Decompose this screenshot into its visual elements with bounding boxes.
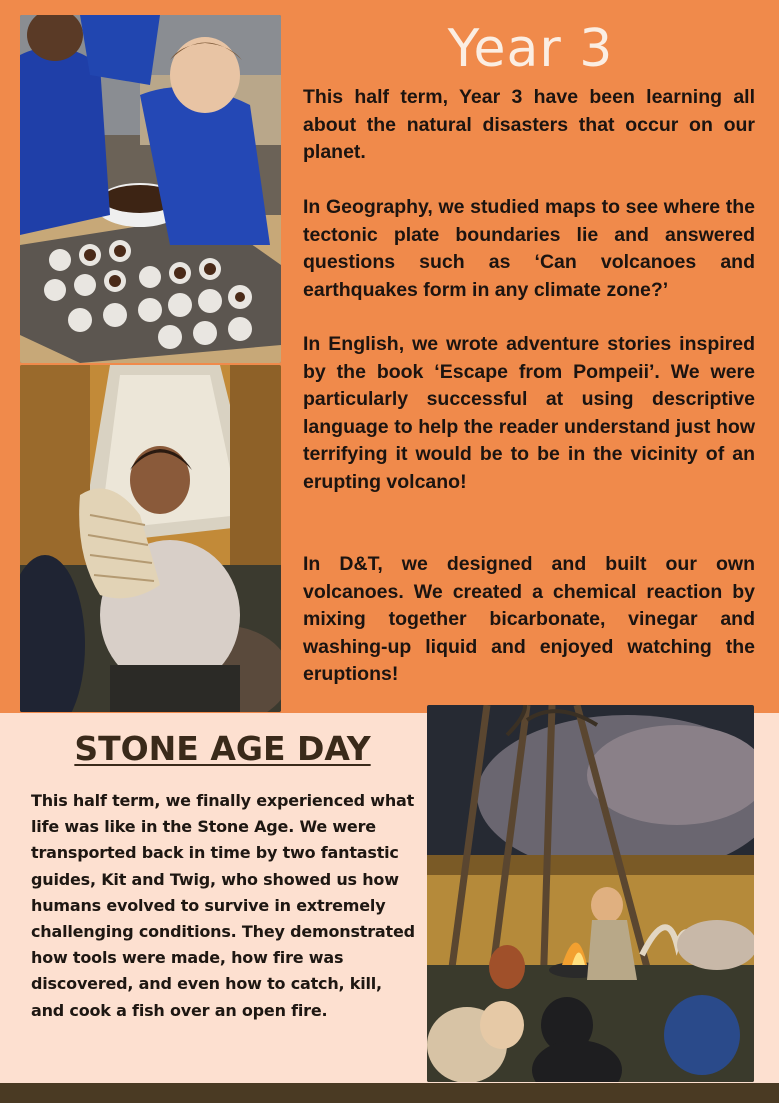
geography-paragraph: In Geography, we studied maps to see where the tectonic plate boundaries lie and answered questions such as ‘Can volcanoes and earthquakes form in any climate zone?’ (303, 196, 755, 301)
footer-band (0, 1083, 779, 1103)
photo-boy-in-tent (20, 365, 281, 712)
dt-paragraph: In D&T, we designed and built our own volcanoes. We created a chemical reaction by mixing together bicarbonate, vinegar and washing-up liquid and enjoyed watching the eruptions! (303, 553, 755, 685)
stone-age-paragraph: This half term, we finally experienced what life was like in the Stone Age. We were transported back in time by two fantastic guides, Kit and Twig, who showed us how humans evolved to survive in extremely challenging conditions. They demonstrated how tools were made, how fire was discovered, and even how to catch, kill, and cook a fish over an open fire. (31, 791, 415, 1020)
intro-paragraph: This half term, Year 3 have been learning all about the natural disasters that occur on our planet. (303, 86, 755, 163)
photo-stone-age-fire (427, 705, 754, 1082)
photo-children-baking (20, 15, 281, 363)
stone-age-heading: STONE AGE DAY (74, 729, 371, 768)
page-title: Year 3 (447, 19, 614, 79)
english-paragraph: In English, we wrote adventure stories inspired by the book ‘Escape from Pompeii’. We were particularly successful at using descriptive language to help the reader understand just how terrifying it would be to be in the vicinity of an erupting volcano! (303, 333, 755, 493)
